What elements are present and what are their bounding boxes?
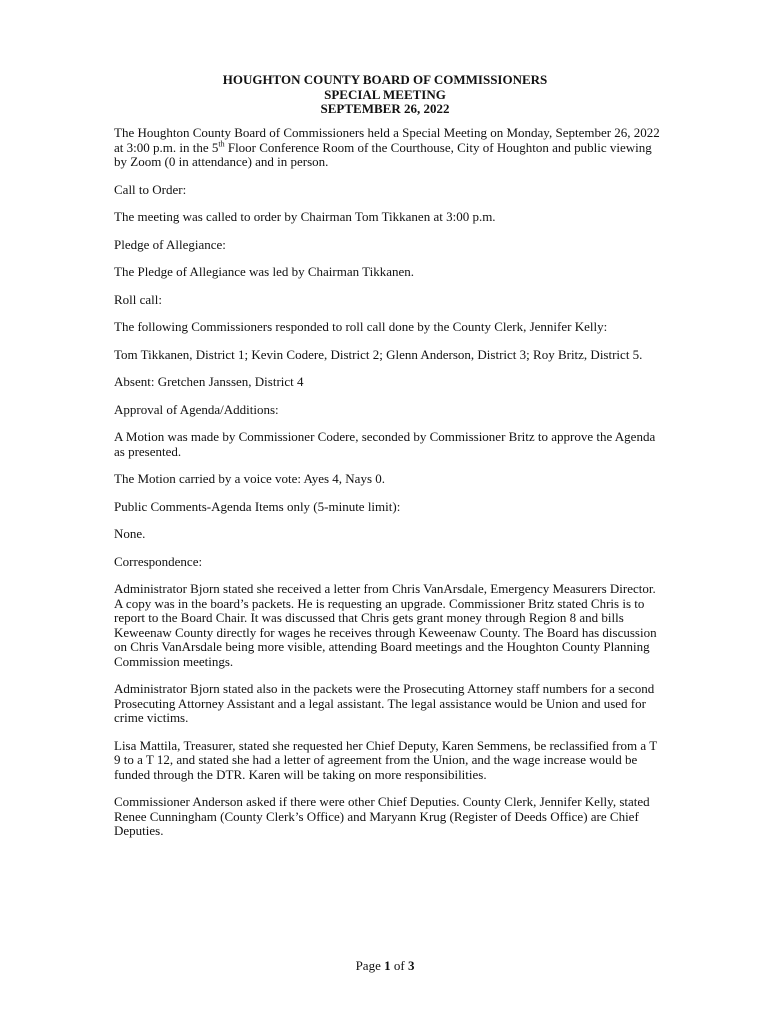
paragraph-call-to-order: The meeting was called to order by Chairman Tom Tikkanen at 3:00 p.m. [114,209,496,224]
paragraph-correspondence-2: Administrator Bjorn stated also in the packets were the Prosecuting Attorney staff numbers for a second Prosecuting Attorney Assistant and a legal assistant. The legal assistance would be Union and used for crime victims. [114,681,655,725]
header-date: SEPTEMBER 26, 2022 [320,101,450,116]
paragraph-agenda-vote: The Motion carried by a voice vote: Ayes 4, Nays 0. [114,471,386,486]
intro-paragraph [114,126,662,170]
intro-text-start: The Houghton County Board of Commissioners held a Special Meeting on Monday, September 26, 2022 at 3:00 p.m. in the 5 [114,125,660,155]
paragraph-public-comments: None. [114,526,146,541]
heading-public-comments: Public Comments-Agenda Items only (5-minute limit): [114,498,401,514]
paragraph-present-members: Tom Tikkanen, District 1; Kevin Codere, District 2; Glenn Anderson, District 3; Roy Britz, District 5. [114,346,643,362]
heading-pledge: Pledge of Allegiance: [114,236,226,252]
footer-of-word: of [393,958,405,973]
intro-text-end: Floor Conference Room of the Courthouse, City of Houghton and public viewing by Zoom (0 in attendance) and in person. [114,139,652,169]
intro-superscript: th [218,139,225,149]
heading-agenda: Approval of Agenda/Additions: [114,401,279,417]
paragraph-correspondence-4: Commissioner Anderson asked if there were other Chief Deputies. County Clerk, Jennifer Kelly, stated Renee Cunningham (County Clerk’s Office) and Maryann Krug (Register of Deeds Office) are Chief Deputies. [114,794,650,838]
footer-page-total: 3 [407,958,415,973]
paragraph-absent-members: Absent: Gretchen Janssen, District 4 [114,374,304,389]
paragraph-pledge: The Pledge of Allegiance was led by Chairman Tikkanen. [114,264,415,279]
heading-call-to-order: Call to Order: [114,181,187,197]
heading-correspondence: Correspondence: [114,553,203,569]
document-body [114,126,662,852]
page-footer [0,958,770,974]
paragraph-agenda-motion: A Motion was made by Commissioner Codere, seconded by Commissioner Britz to approve the Agenda as presented. [114,429,656,459]
header-title: HOUGHTON COUNTY BOARD OF COMMISSIONERS [222,72,548,87]
paragraph-correspondence-3: Lisa Mattila, Treasurer, stated she requested her Chief Deputy, Karen Semmens, be reclassified from a T 9 to a T 12, and stated she had a letter of agreement from the Union, and the wage increase would be funded through the DTR. Karen will be taking on more responsibilities. [114,737,657,782]
paragraph-roll-call: The following Commissioners responded to roll call done by the County Clerk, Jennifer Kelly: [114,319,608,334]
header-meeting-type: SPECIAL MEETING [324,86,446,102]
paragraph-correspondence-1: Administrator Bjorn stated she received a letter from Chris VanArsdale, Emergency Measurers Director. A copy was in the board’s packets. He is requesting an upgrade. Commissioner Britz stated Chris is to report to the Board Chair. It was discussed that Chris gets grant money through Region 8 and bills Keweenaw County directly for wages he receives through Keweenaw County. The Board has discussion on Chris VanArsdale being more visible, attending Board meetings and the Houghton County Planning Commission meetings. [114,581,657,669]
footer-page-word: Page [355,958,381,973]
heading-roll-call: Roll call: [114,291,163,307]
footer-page-number: 1 [384,958,391,973]
document-header [0,73,770,117]
